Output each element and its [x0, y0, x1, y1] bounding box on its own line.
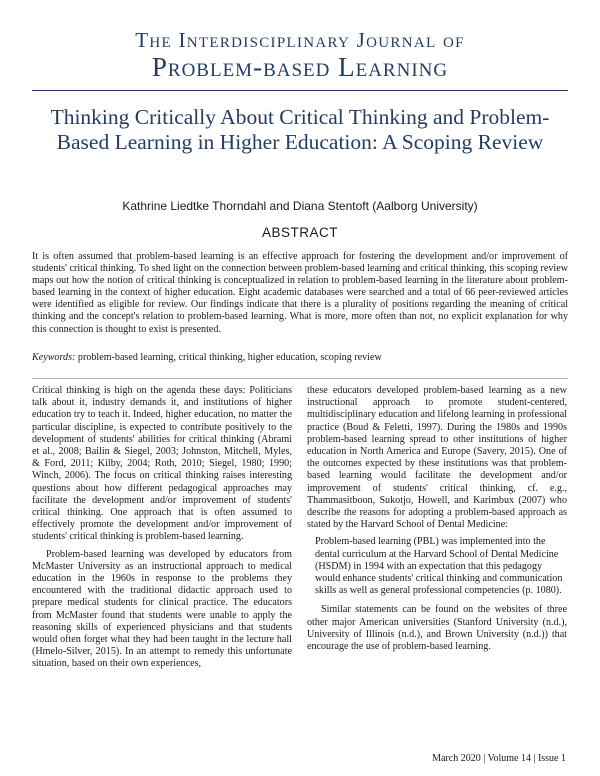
- body-column-left: [32, 385, 292, 676]
- block-quote: Problem-based learning (PBL) was implemented into the dental curriculum at the Harvard School of Dental Medicine (HSDM) in 1994 with an expectation that this pedagogy would enhance students' critical thinking and communication skills as well as general professional competencies (p. 1080).: [315, 536, 563, 597]
- abstract-heading: ABSTRACT: [261, 225, 338, 240]
- body-paragraph: Similar statements can be found on the websites of three other major American universities (Stanford University (n.d.), University of Illinois (n.d.), and Brown University (n.d.)) that encourage the use of problem-based learning.: [307, 604, 567, 653]
- journal-title-line2: Problem-based Learning: [151, 52, 449, 82]
- article-authors: Kathrine Liedtke Thorndahl and Diana Stentoft (Aalborg University): [122, 199, 478, 213]
- page-footer: March 2020 | Volume 14 | Issue 1: [432, 753, 566, 764]
- body-paragraph: Problem-based learning was developed by educators from McMaster University as an instructional approach to medical education in the 1960s in response to the problems they encountered with the traditional didactic approach used to prepare medical students for clinical practice. The educators from McMaster found that students were unable to apply the reasoning skills of experienced physicians and that students would often forget what they had been taught in the lecture hall (Hmelo-Silver, 2015). In an attempt to remedy this unfortunate situation, based on their own experiences,: [32, 548, 292, 670]
- body-paragraph: these educators developed problem-based learning as a new instructional approach to promote student-centered, multidisciplinary education and lifelong learning in professional practice (Boud & Feletti, 1997). During the 1980s and 1990s problem-based learning spread to other institutions of higher education in North America and Europe (Savery, 2015). One of the outcomes expected by these institutions was that problem-based learning would facilitate the development and/or improvement of students' critical thinking, cf. e.g., Thammasitboon, Sukotjo, Howell, and Karimbux (2007) who describe the reasons for adopting a problem-based approach as stated by the Harvard School of Dental Medicine:: [307, 385, 567, 531]
- journal-title-line1: The Interdisciplinary Journal of: [135, 28, 465, 52]
- body-column-right: [307, 385, 567, 658]
- journal-header: [0, 28, 600, 82]
- article-title: Thinking Critically About Critical Thinking and Problem-Based Learning in Higher Education: A Scoping Review: [50, 105, 550, 154]
- keywords-line: [32, 352, 568, 364]
- abstract-text: It is often assumed that problem-based learning is an effective approach for fostering the development and/or improvement of students' critical thinking. To shed light on the connection between problem-based learning and critical thinking, this scoping review maps out how the notion of critical thinking is conceptualized in relation to problem-based learning in the literature about problem-based learning in the context of higher education. Eight academic databases were searched and a total of 66 peer-reviewed articles were identified as eligible for review. Our findings indicate that there is a plurality of positions regarding the meaning of critical thinking and the concept's relation to problem-based learning. What is more, more often than not, no explicit explanation for why this connection is thought to exist is presented.: [32, 251, 568, 335]
- section-divider: [32, 378, 568, 379]
- header-rule: [32, 90, 568, 91]
- keywords-text: problem-based learning, critical thinking, higher education, scoping review: [77, 352, 382, 363]
- body-paragraph: Critical thinking is high on the agenda these days: Politicians talk about it, industry demands it, and institutions of higher education try to teach it. Indeed, higher education, no matter the particular discipline, is expected to contribute positively to the development of students' abilities for critical thinking (Abrami et al., 2008; Bailin & Siegel, 2003; Johnston, Mitchell, Myles, & Ford, 2011; Kilby, 2004; Roth, 2010; Siegel, 1980; 1990; Winch, 2006). The focus on critical thinking raises interesting questions about how different pedagogical approaches may facilitate the development and/or improvement of students' critical thinking. One approach that is often assumed to effectively promote the development and/or improvement of students' critical thinking is problem-based learning.: [32, 385, 292, 543]
- keywords-label: Keywords:: [32, 352, 76, 363]
